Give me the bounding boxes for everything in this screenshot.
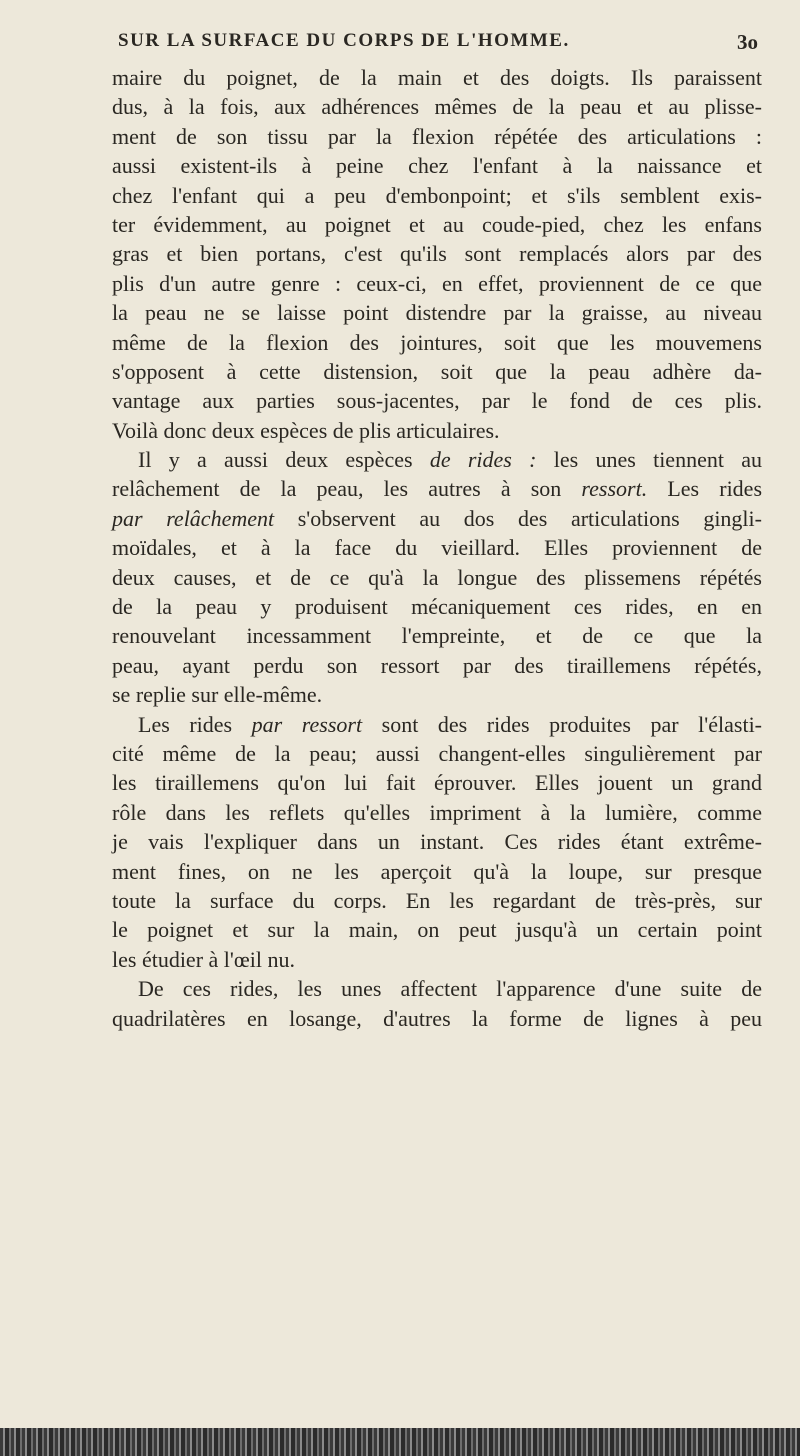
text-line: [112, 592, 762, 621]
text-line: [112, 857, 762, 886]
text-run: plis d'un autre genre : ceux-ci, en effet, proviennent de ce que: [112, 270, 762, 296]
text-run: la peau ne se laisse point distendre par la graisse, au niveau: [112, 300, 762, 326]
text-line: [112, 621, 762, 650]
text-run: moïdales, et à la face du vieillard. Elles proviennent de: [112, 535, 762, 561]
text-line: [112, 710, 762, 739]
text-line: [112, 563, 762, 592]
italic-run: par relâchement: [112, 505, 275, 531]
text-line: [112, 416, 762, 445]
text-run: chez l'enfant qui a peu d'embonpoint; et s'ils semblent exis-: [112, 182, 762, 208]
italic-run: par ressort: [251, 711, 363, 737]
text-run: de la peau y produisent mécaniquement ces rides, en en: [112, 594, 762, 620]
text-line: [112, 269, 762, 298]
text-run: gras et bien portans, c'est qu'ils sont remplacés alors par des: [112, 241, 762, 267]
text-line: [112, 974, 762, 1003]
text-run: vantage aux parties sous-jacentes, par le fond de ces plis.: [112, 388, 762, 414]
text-line: [112, 827, 762, 856]
text-run: les tiraillemens qu'on lui fait éprouver. Elles jouent un grand: [112, 770, 762, 796]
text-run: je vais l'expliquer dans un instant. Ces rides étant extrême-: [112, 829, 762, 855]
text-line: [112, 386, 762, 415]
text-run: aussi existent-ils à peine chez l'enfant à la naissance et: [112, 153, 762, 179]
italic-run: ressort.: [581, 476, 648, 502]
text-run: Les rides: [138, 711, 252, 737]
text-run: les étudier à l'œil nu.: [112, 946, 295, 972]
text-line: [112, 739, 762, 768]
text-run: maire du poignet, de la main et des doigts. Ils paraissent: [112, 65, 762, 90]
text-line: [112, 768, 762, 797]
text-run: Voilà donc deux espèces de plis articulaires.: [112, 417, 500, 443]
text-line: [112, 181, 762, 210]
text-run: s'observent au dos des articulations gingli-: [274, 505, 762, 531]
page-bottom-edge: [0, 1428, 800, 1456]
text-run: deux causes, et de ce qu'à la longue des plissemens répétés: [112, 564, 762, 590]
text-run: De ces rides, les unes affectent l'apparence d'une suite de: [138, 976, 762, 1002]
text-run: se replie sur elle-même.: [112, 682, 323, 708]
text-run: rôle dans les reflets qu'elles impriment à la lumière, comme: [112, 799, 762, 825]
text-line: [112, 122, 762, 151]
text-line: [112, 239, 762, 268]
text-run: relâchement de la peau, les autres à son: [112, 476, 582, 502]
text-line: [112, 798, 762, 827]
text-line: [112, 474, 762, 503]
text-line: [112, 328, 762, 357]
text-line: [112, 445, 762, 474]
text-line: [112, 357, 762, 386]
text-line: [112, 63, 762, 92]
text-run: sont des rides produites par l'élasti-: [362, 711, 763, 737]
text-run: ter évidemment, au poignet et au coude-pied, chez les enfans: [112, 211, 762, 237]
running-head: SUR LA SURFACE DU CORPS DE L'HOMME.: [118, 30, 570, 51]
text-run: les unes tiennent au: [536, 447, 762, 473]
text-run: cité même de la peau; aussi changent-elles singulièrement par: [112, 740, 762, 766]
text-line: [112, 886, 762, 915]
page-header: [118, 30, 758, 58]
text-run: ment de son tissu par la flexion répétée des articulations :: [112, 123, 762, 149]
text-run: même de la flexion des jointures, soit que les mouvemens: [112, 329, 762, 355]
text-run: toute la surface du corps. En les regardant de très-près, sur: [112, 887, 762, 913]
page-number: 3o: [737, 30, 758, 54]
text-line: [112, 504, 762, 533]
text-line: [112, 915, 762, 944]
text-run: peau, ayant perdu son ressort par des tiraillemens répétés,: [112, 652, 762, 678]
text-line: [112, 680, 762, 709]
text-run: Les rides: [647, 476, 763, 502]
text-line: [112, 945, 762, 974]
text-run: quadrilatères en losange, d'autres la forme de lignes à peu: [112, 1005, 762, 1031]
text-run: s'opposent à cette distension, soit que la peau adhère da-: [112, 358, 762, 384]
text-line: [112, 151, 762, 180]
text-run: dus, à la fois, aux adhérences mêmes de la peau et au plisse-: [112, 94, 762, 120]
text-run: Il y a aussi deux espèces: [138, 447, 430, 473]
text-line: [112, 92, 762, 121]
body-text: [112, 63, 762, 1033]
italic-run: de rides :: [429, 447, 537, 473]
text-run: le poignet et sur la main, on peut jusqu'à un certain point: [112, 917, 762, 943]
text-run: ment fines, on ne les aperçoit qu'à la loupe, sur presque: [112, 858, 762, 884]
text-run: renouvelant incessamment l'empreinte, et de ce que la: [112, 623, 762, 649]
text-line: [112, 1004, 762, 1033]
text-line: [112, 533, 762, 562]
text-line: [112, 651, 762, 680]
text-line: [112, 298, 762, 327]
text-line: [112, 210, 762, 239]
